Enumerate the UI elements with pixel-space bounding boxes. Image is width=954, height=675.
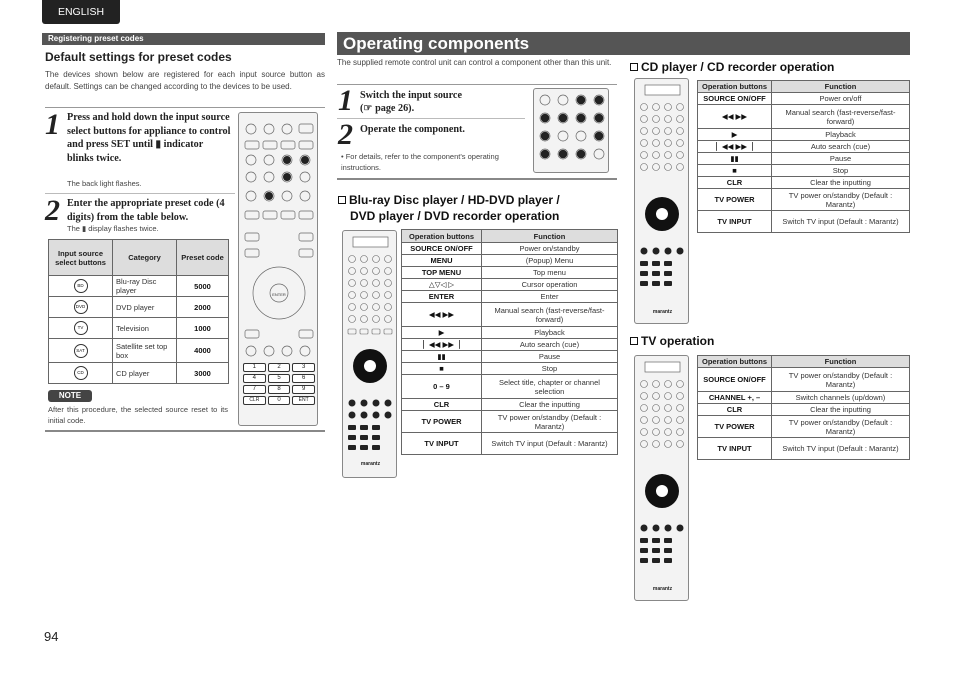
table-row: ▶ Playback bbox=[402, 327, 618, 339]
remote-bd-illustration bbox=[342, 230, 397, 478]
col-header-category: Category bbox=[113, 240, 177, 276]
bd-button-icon: BD bbox=[74, 279, 88, 293]
col-header-code: Preset code bbox=[177, 240, 229, 276]
step-2-number: 2 bbox=[45, 194, 60, 227]
page-number: 94 bbox=[44, 629, 59, 644]
note-text: After this procedure, the selected source reset to its initial code. bbox=[48, 405, 228, 425]
dvd-button-icon: DVD bbox=[74, 300, 88, 314]
step-2-note: The ▮ display flashes twice. bbox=[67, 224, 159, 233]
page-title: Operating components bbox=[337, 32, 910, 55]
table-row: BD Blu-ray Disc player 5000 bbox=[49, 276, 229, 297]
table-row: SOURCE ON/OFF Power on/standby bbox=[402, 243, 618, 255]
table-row: ▮▮ Pause bbox=[698, 153, 910, 165]
remote-brand-logo: marantz bbox=[360, 461, 381, 467]
table-row: ◀◀ ▶▶ Manual search (fast-reverse/fast-forward) bbox=[698, 105, 910, 129]
default-settings-heading: Default settings for preset codes bbox=[45, 50, 232, 64]
table-row: TV INPUT Switch TV input (Default : Marantz) bbox=[698, 438, 910, 460]
tv-button-icon: TV bbox=[74, 321, 88, 335]
table-row: CLR Clear the inputting bbox=[698, 404, 910, 416]
tv-operation-heading: TV operation bbox=[630, 333, 910, 349]
table-row: 0 – 9 Select title, chapter or channel selection bbox=[402, 375, 618, 399]
table-row: ■ Stop bbox=[402, 363, 618, 375]
table-row: TV POWER TV power on/standby (Default : Marantz) bbox=[402, 411, 618, 433]
tv-operation-table: Operation buttons Function SOURCE ON/OFF TV power on/standby (Default : Marantz) CHANNEL +, – Switch channels (up/down) CLR Clear the inputting TV POWER TV power on/standby (Default : Marantz) TV INPUT Switch TV input (Default : Marantz) bbox=[697, 355, 910, 460]
divider bbox=[45, 430, 325, 432]
table-row: ▏◀◀ ▶▶▕ Auto search (cue) bbox=[402, 339, 618, 351]
table-row: TV POWER TV power on/standby (Default : Marantz) bbox=[698, 189, 910, 211]
step-1-note: The back light flashes. bbox=[67, 179, 142, 188]
operating-intro: The supplied remote control unit can control a component other than this unit. bbox=[337, 58, 612, 67]
op-step-1-text: Switch the input source bbox=[360, 90, 462, 101]
svg-text:ENTER: ENTER bbox=[272, 292, 286, 297]
op-step-1-number: 1 bbox=[338, 84, 353, 117]
cd-operation-table: Operation buttons Function SOURCE ON/OFF Power on/off ◀◀ ▶▶ Manual search (fast-reverse/fast-forward) ▶ Playback ▏◀◀ ▶▶▕ Auto search (cue) ▮▮ Pause ■ Stop CLR Clear the inputting TV POWER TV power on/standby (Default : Marantz) TV INPUT Switch TV input (Default : Marantz) bbox=[697, 80, 910, 233]
remote-tv-illustration bbox=[634, 355, 689, 601]
sat-button-icon: SAT bbox=[74, 344, 88, 358]
bd-operation-table: Operation buttons Function SOURCE ON/OFF Power on/standby MENU (Popup) Menu TOP MENU Top menu △▽◁ ▷ Cursor operation ENTER Enter ◀◀ ▶▶ Manual search (fast-reverse/fast-forward) ▶ Playback ▏◀◀ ▶▶▕ Auto search (cue) ▮▮ Pause ■ Stop 0 – 9 Select title, chapter or channel selection CLR Clear the inputting TV POWER TV power on/standby (Default : Marantz) TV INPUT Switch TV input (Default : Marantz) bbox=[401, 229, 618, 455]
divider bbox=[337, 118, 525, 119]
cd-operation-heading: CD player / CD recorder operation bbox=[630, 59, 910, 75]
op-step-2-text: Operate the component. bbox=[360, 124, 465, 135]
table-row: CLR Clear the inputting bbox=[402, 399, 618, 411]
divider bbox=[337, 84, 617, 85]
remote-brand-logo: marantz bbox=[652, 309, 673, 315]
default-settings-intro: The devices shown below are registered for each input source button as default. Settings can be changed according to the devices to be used. bbox=[45, 70, 325, 91]
step-2-text: Enter the appropriate preset code (4 digits) from the table below. bbox=[67, 198, 225, 223]
step-1-number: 1 bbox=[45, 108, 60, 141]
language-tab: ENGLISH bbox=[42, 0, 120, 24]
table-row: SOURCE ON/OFF TV power on/standby (Default : Marantz) bbox=[698, 368, 910, 392]
table-row: ▮▮ Pause bbox=[402, 351, 618, 363]
remote-illustration bbox=[238, 112, 318, 426]
table-row: SAT Satellite set top box 4000 bbox=[49, 339, 229, 363]
remote-brand-logo: marantz bbox=[652, 586, 673, 592]
table-row: CHANNEL +, – Switch channels (up/down) bbox=[698, 392, 910, 404]
table-row: △▽◁ ▷ Cursor operation bbox=[402, 279, 618, 291]
table-row: CLR Clear the inputting bbox=[698, 177, 910, 189]
table-row: TV INPUT Switch TV input (Default : Marantz) bbox=[698, 211, 910, 233]
table-row: SOURCE ON/OFF Power on/off bbox=[698, 93, 910, 105]
cd-button-icon: CD bbox=[74, 366, 88, 380]
table-row: DVD DVD player 2000 bbox=[49, 297, 229, 318]
table-row: TV POWER TV power on/standby (Default : Marantz) bbox=[698, 416, 910, 438]
remote-keypad: 1 2 3 4 5 6 7 8 9 CLR 0 ENT bbox=[243, 363, 315, 405]
op-bullet: • For details, refer to the component's operating instructions. bbox=[341, 152, 499, 172]
table-row: ■ Stop bbox=[698, 165, 910, 177]
bd-operation-heading-2: DVD player / DVD recorder operation bbox=[350, 209, 560, 223]
divider bbox=[45, 193, 235, 194]
remote-cd-illustration bbox=[634, 78, 689, 324]
bd-operation-heading: Blu-ray Disc player / HD-DVD player / bbox=[338, 192, 618, 208]
table-row: ▏◀◀ ▶▶▕ Auto search (cue) bbox=[698, 141, 910, 153]
table-row: TV Television 1000 bbox=[49, 318, 229, 339]
step-1-text: Press and hold down the input source select buttons for appliance to control and press SET until ▮ indicator blinks twice. bbox=[67, 112, 231, 164]
table-row: MENU (Popup) Menu bbox=[402, 255, 618, 267]
table-row: TOP MENU Top menu bbox=[402, 267, 618, 279]
col-header-input: Input source select buttons bbox=[49, 240, 113, 276]
table-row: ENTER Enter bbox=[402, 291, 618, 303]
preset-code-table bbox=[48, 239, 229, 384]
divider bbox=[337, 178, 617, 180]
remote-top-illustration bbox=[533, 88, 609, 173]
table-row: TV INPUT Switch TV input (Default : Marantz) bbox=[402, 433, 618, 455]
op-step-1-ref: (☞ page 26). bbox=[360, 103, 415, 114]
table-row: ▶ Playback bbox=[698, 129, 910, 141]
divider bbox=[45, 107, 325, 108]
section-bar: Registering preset codes bbox=[42, 33, 325, 45]
op-step-2-number: 2 bbox=[338, 118, 353, 151]
table-row: CD CD player 3000 bbox=[49, 363, 229, 384]
note-label: NOTE bbox=[48, 390, 92, 402]
table-row: ◀◀ ▶▶ Manual search (fast-reverse/fast-forward) bbox=[402, 303, 618, 327]
